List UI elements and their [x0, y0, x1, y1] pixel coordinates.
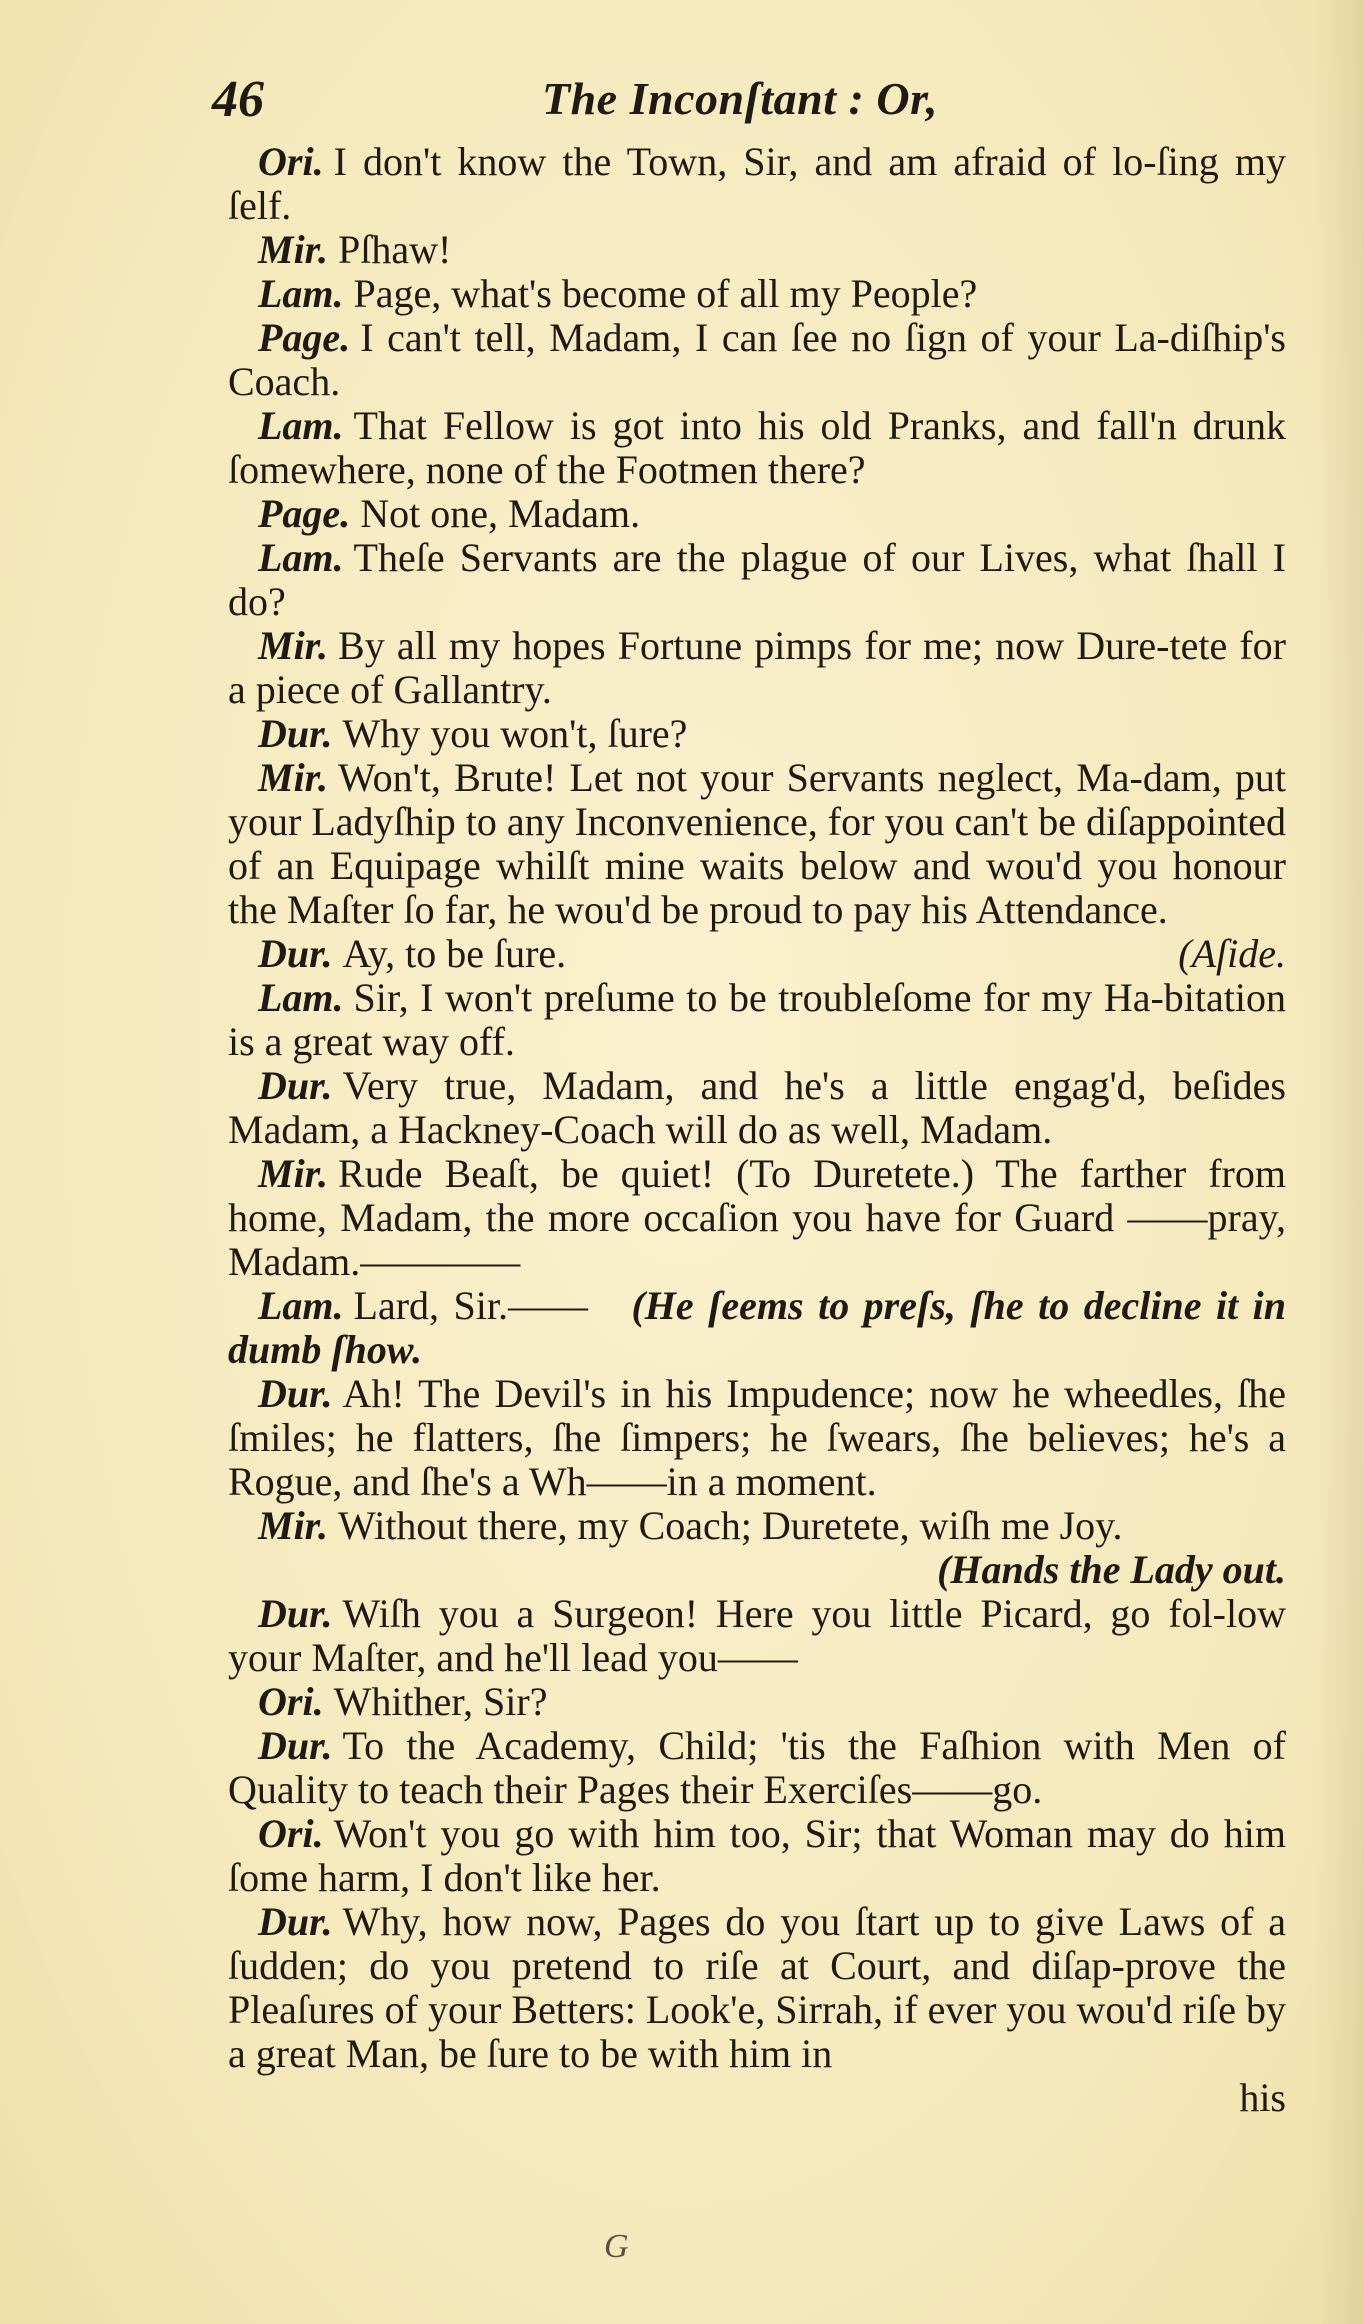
speaker-name: Dur. — [258, 1371, 333, 1416]
speaker-name: Lam. — [258, 975, 344, 1020]
speaker-name: Dur. — [258, 1899, 333, 1944]
page-number: 46 — [212, 71, 264, 128]
speaker-name: Ori. — [258, 1811, 324, 1856]
speech-text: Pſhaw! — [338, 227, 452, 272]
speech — [228, 624, 1286, 712]
stage-direction-exit: (Hands the Lady out. — [937, 1547, 1286, 1592]
speech — [228, 536, 1286, 624]
page-header — [212, 68, 1292, 138]
speech — [228, 1064, 1286, 1152]
speaker-name: Lam. — [258, 1283, 344, 1328]
speech-text: I don't know the Town, Sir, and am afraid of lo-ſing my ſelf. — [228, 139, 1286, 228]
speaker-name: Lam. — [258, 271, 344, 316]
speech-text: By all my hopes Fortune pimps for me; now Dure-tete for a piece of Gallantry. — [228, 623, 1286, 712]
speech — [228, 932, 1286, 976]
speech-text: That Fellow is got into his old Pranks, and fall'n drunk ſomewhere, none of the Footmen there? — [228, 403, 1286, 492]
speech-text: To the Academy, Child; 'tis the Faſhion with Men of Quality to teach their Pages their Exerciſes——go. — [228, 1723, 1286, 1812]
speaker-name: Lam. — [258, 403, 344, 448]
speech — [228, 404, 1286, 492]
speech — [228, 492, 1286, 536]
speech — [228, 1504, 1286, 1548]
speech — [228, 756, 1286, 932]
speech — [228, 1680, 1286, 1724]
speech — [228, 228, 1286, 272]
speech — [228, 1900, 1286, 2076]
speech-text: Won't, Brute! Let not your Servants neglect, Ma-dam, put your Ladyſhip to any Inconvenience, for you can't be diſappointed of an Equipage whilſt mine waits below and wou'd you honour the Maſter ſo far, he wou'd be proud to pay his Attendance. — [228, 755, 1286, 932]
speaker-name: Page. — [258, 491, 351, 536]
speech-text: Very true, Madam, and he's a little engag'd, beſides Madam, a Hackney-Coach will do as well, Madam. — [228, 1063, 1286, 1152]
speaker-name: Dur. — [258, 1591, 333, 1636]
speech — [228, 1284, 1286, 1372]
speaker-name: Dur. — [258, 1723, 333, 1768]
speech — [228, 976, 1286, 1064]
speech-text: Why, how now, Pages do you ſtart up to give Laws of a ſudden; do you pretend to riſe at Court, and diſap-prove the Pleaſures of your Betters: Look'e, Sirrah, if ever you wou'd riſe by a great Man, be ſure to be with him in — [228, 1899, 1286, 2076]
speech-text: Wiſh you a Surgeon! Here you little Picard, go fol-low your Maſter, and he'll lead you—— — [228, 1591, 1286, 1680]
speech — [228, 1592, 1286, 1680]
speaker-name: Mir. — [258, 227, 329, 272]
page-edge-shadow — [1314, 0, 1364, 2324]
speech-text: Not one, Madam. — [360, 491, 641, 536]
speech — [228, 1152, 1286, 1284]
speech-text: I can't tell, Madam, I can ſee no ſign of your La-diſhip's Coach. — [228, 315, 1286, 404]
speaker-name: Lam. — [258, 535, 344, 580]
speech-text: Sir, I won't preſume to be troubleſome for my Ha-bitation is a great way off. — [228, 975, 1286, 1064]
speaker-name: Mir. — [258, 623, 329, 668]
speech-text: Theſe Servants are the plague of our Lives, what ſhall I do? — [228, 535, 1286, 624]
stage-direction-aside: (Aſide. — [1178, 931, 1286, 976]
speech — [228, 316, 1286, 404]
speech-text: Whither, Sir? — [333, 1679, 548, 1724]
speaker-name: Mir. — [258, 1503, 329, 1548]
speaker-name: Mir. — [258, 1151, 329, 1196]
speech-text: Page, what's become of all my People? — [353, 271, 978, 316]
play-text — [228, 140, 1286, 2120]
running-title: The Inconſtant : Or, — [542, 73, 938, 124]
speech — [228, 1372, 1286, 1504]
catchword: his — [1239, 2075, 1286, 2120]
speech-text: Won't you go with him too, Sir; that Woman may do him ſome harm, I don't like her. — [228, 1811, 1286, 1900]
speech-text: Rude Beaſt, be quiet! (To Duretete.) The farther from home, Madam, the more occaſion you have for Guard ——pray, Madam.———— — [228, 1151, 1286, 1284]
signature-mark: G — [604, 2228, 629, 2265]
speech-text: Why you won't, ſure? — [342, 711, 688, 756]
speech-text: Ah! The Devil's in his Impudence; now he wheedles, ſhe ſmiles; he flatters, ſhe ſimpers; he ſwears, ſhe believes; he's a Rogue, and ſhe's a Wh——in a moment. — [228, 1371, 1286, 1504]
speech — [228, 1724, 1286, 1812]
speaker-name: Dur. — [258, 711, 333, 756]
speaker-name: Page. — [258, 315, 351, 360]
speech — [228, 272, 1286, 316]
stage-direction: (He ſeems to preſs, ſhe to decline it in dumb ſhow. — [228, 1283, 1286, 1372]
speaker-name: Dur. — [258, 931, 333, 976]
speech — [228, 712, 1286, 756]
speech — [228, 1812, 1286, 1900]
speaker-name: Ori. — [258, 139, 324, 184]
speaker-name: Dur. — [258, 1063, 333, 1108]
speech-text: Lard, Sir.—— — [353, 1283, 589, 1328]
speech-text: Ay, to be ſure. — [342, 931, 567, 976]
speech — [228, 140, 1286, 228]
speaker-name: Mir. — [258, 755, 329, 800]
speech-text: Without there, my Coach; Duretete, wiſh me Joy. — [338, 1503, 1123, 1548]
speaker-name: Ori. — [258, 1679, 324, 1724]
